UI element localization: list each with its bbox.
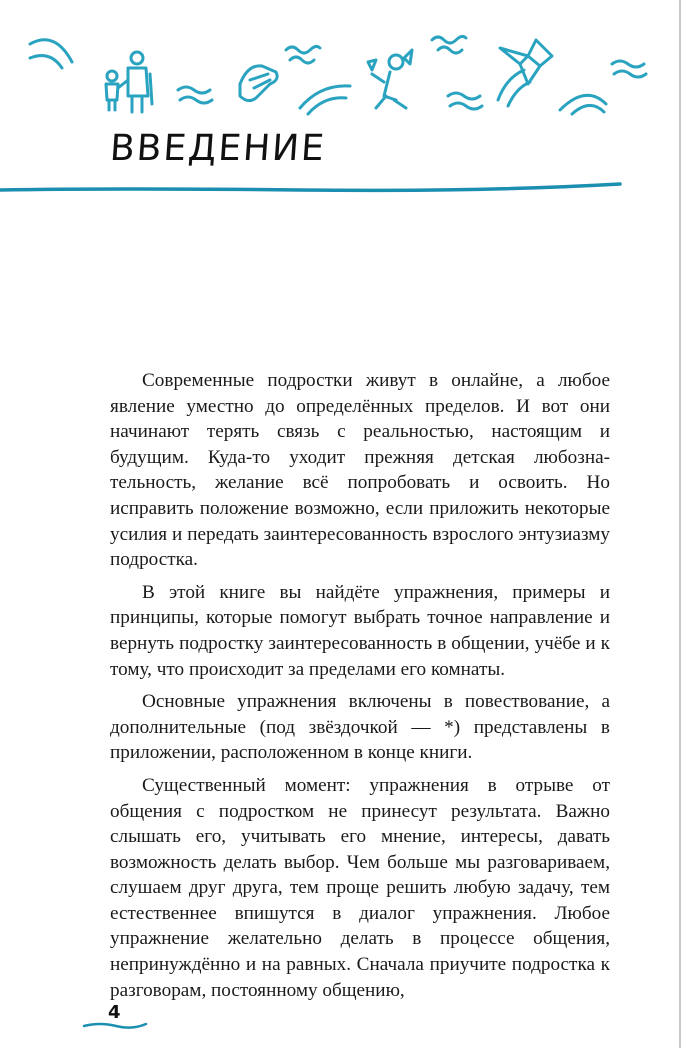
title-underline — [0, 178, 683, 202]
arc-icon — [300, 86, 350, 114]
wave-icon — [178, 87, 212, 103]
header-illustrations — [0, 0, 683, 130]
origami-bird-icon — [500, 40, 552, 84]
body-text — [110, 368, 610, 1003]
arc-icon — [30, 40, 72, 68]
paragraph: Основные упражнения включены в повествование, а дополнительные (под звёздочкой — *) представлены в приложении, расположенном в конце книги. — [110, 691, 610, 764]
wave-icon — [612, 61, 646, 77]
child-icon — [368, 50, 412, 108]
page-number: 4 — [108, 1002, 121, 1023]
handshake-icon — [240, 66, 277, 101]
paragraph: Современные подростки живут в онлайне, а любое явление уместно до определённых пределов. И вот они начинают терять связь с реальностью, настоящим и будущим. Куда-то уходит прежняя детская любознательность, желание всё попробовать и освоить. Но исправить положение возможно, если приложить некоторые усилия и передать заинтересованность взрослого энтузиазму подростка. — [110, 370, 610, 571]
family-icon — [106, 52, 152, 112]
page-number-underline — [80, 1018, 150, 1034]
paragraph: Существенный момент: упражнения в отрыве от общения с подростком не принесут результата. Важно слышать его, учитывать его мнение, интересы, давать возможность делать выбор. Чем больше мы разговариваем, слушаем друг друга, тем проще решить любую задачу, тем естественнее впишутся в диалог упражнения. Любое упражнение желательно делать в процессе общения, непринуждённо и на равных. Сначала приучите подростка к разговорам, постоянному общению, — [110, 774, 610, 1001]
wave-icon — [432, 36, 466, 53]
wave-icon — [286, 46, 320, 63]
page-edge — [679, 0, 681, 1048]
paragraph: В этой книге вы найдёте упражнения, примеры и принципы, которые помогут выбрать точное направление и вернуть подростку заинтересованность в общении, учёбе и к тому, что происходит за пределами его комнаты. — [110, 581, 610, 680]
chapter-title: ВВЕДЕНИЕ — [108, 128, 328, 169]
arc-icon — [560, 95, 606, 114]
wave-icon — [448, 93, 482, 109]
